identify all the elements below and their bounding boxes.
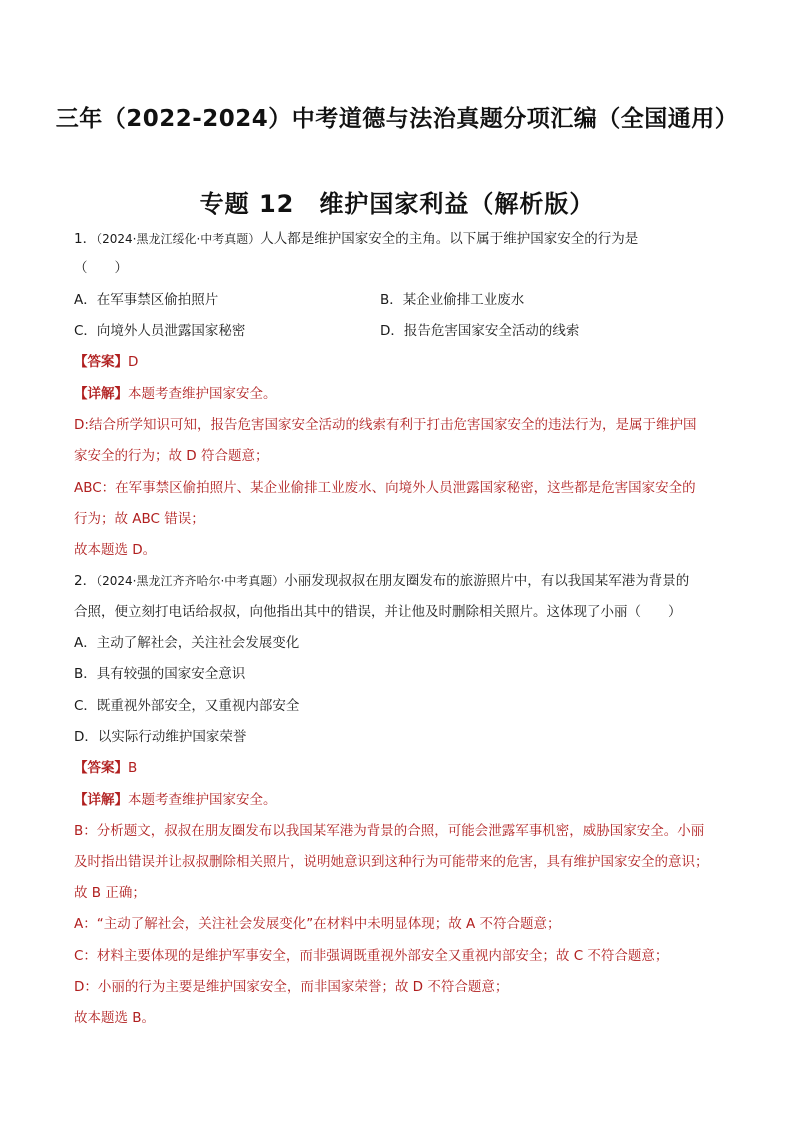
explanation-line: D:结合所学知识可知，报告危害国家安全活动的线索有利于打击危害国家安全的违法行为，是属于维护国 (74, 417, 697, 433)
conclusion-line: 故本题选 B。 (74, 1010, 156, 1026)
question-1-stem (74, 229, 638, 249)
answer-value: B (128, 760, 138, 776)
option-d: D．以实际行动维护国家荣誉 (74, 729, 247, 745)
explanation-line: ABC：在军事禁区偷拍照片、某企业偷排工业废水、向境外人员泄露国家秘密，这些都是危害国家安全的 (74, 480, 696, 496)
option-a: A．在军事禁区偷拍照片 (74, 292, 219, 308)
explanation-line: B：分析题文，叔叔在朋友圈发布以我国某军港为背景的合照，可能会泄露军事机密，威胁国家安全。小丽 (74, 823, 705, 839)
question-source: （2024·黑龙江绥化·中考真题） (96, 232, 261, 246)
explanation-line: D：小丽的行为主要是维护国家安全，而非国家荣誉；故 D 不符合题意； (74, 979, 509, 995)
topic-title: 专题 12 维护国家利益（解析版） (199, 190, 595, 218)
detail-label: 【详解】 (74, 792, 128, 808)
detail-line (74, 790, 277, 810)
question-text: 人人都是维护国家安全的主角。以下属于维护国家安全的行为是 (260, 231, 639, 247)
option-b: B．某企业偷排工业废水 (380, 292, 525, 308)
detail-intro: 本题考查维护国家安全。 (128, 792, 277, 808)
question-source: （2024·黑龙江齐齐哈尔·中考真题） (96, 574, 285, 588)
detail-intro: 本题考查维护国家安全。 (128, 386, 277, 402)
answer-line (74, 758, 137, 778)
explanation-line: A：“主动了解社会，关注社会发展变化”在材料中未明显体现；故 A 不符合题意； (74, 916, 561, 932)
option-a: A．主动了解社会，关注社会发展变化 (74, 635, 300, 651)
option-c: C．既重视外部安全，又重视内部安全 (74, 698, 300, 714)
explanation-line: 行为；故 ABC 错误； (74, 511, 205, 527)
answer-label: 【答案】 (74, 760, 128, 776)
detail-line (74, 384, 277, 404)
explanation-line: 故 B 正确； (74, 885, 146, 901)
question-2-stem (74, 571, 689, 591)
explanation-line: C：材料主要体现的是维护军事安全，而非强调既重视外部安全又重视内部安全；故 C 不符合题意； (74, 948, 669, 964)
explanation-line: 及时指出错误并让叔叔删除相关照片，说明她意识到这种行为可能带来的危害，具有维护国家安全的意识； (74, 854, 709, 870)
conclusion-line: 故本题选 D。 (74, 542, 157, 558)
question-number: 1． (74, 231, 97, 247)
option-c: C．向境外人员泄露国家秘密 (74, 323, 246, 339)
option-b: B．具有较强的国家安全意识 (74, 666, 246, 682)
document-title: 三年（2022-2024）中考道德与法治真题分项汇编（全国通用） (55, 106, 739, 132)
option-d: D．报告危害国家安全活动的线索 (380, 323, 580, 339)
answer-label: 【答案】 (74, 354, 128, 370)
question-text: 小丽发现叔叔在朋友圈发布的旅游照片中，有以我国某军港为背景的 (284, 573, 690, 589)
answer-value: D (128, 354, 139, 370)
answer-blank: （ ） (74, 260, 128, 276)
question-text-continued: 合照，便立刻打电话给叔叔，向他指出其中的错误，并让他及时删除相关照片。这体现了小丽（ ） (74, 604, 682, 620)
answer-line (74, 352, 138, 372)
explanation-line: 家安全的行为；故 D 符合题意； (74, 448, 269, 464)
question-number: 2． (74, 573, 97, 589)
detail-label: 【详解】 (74, 386, 128, 402)
